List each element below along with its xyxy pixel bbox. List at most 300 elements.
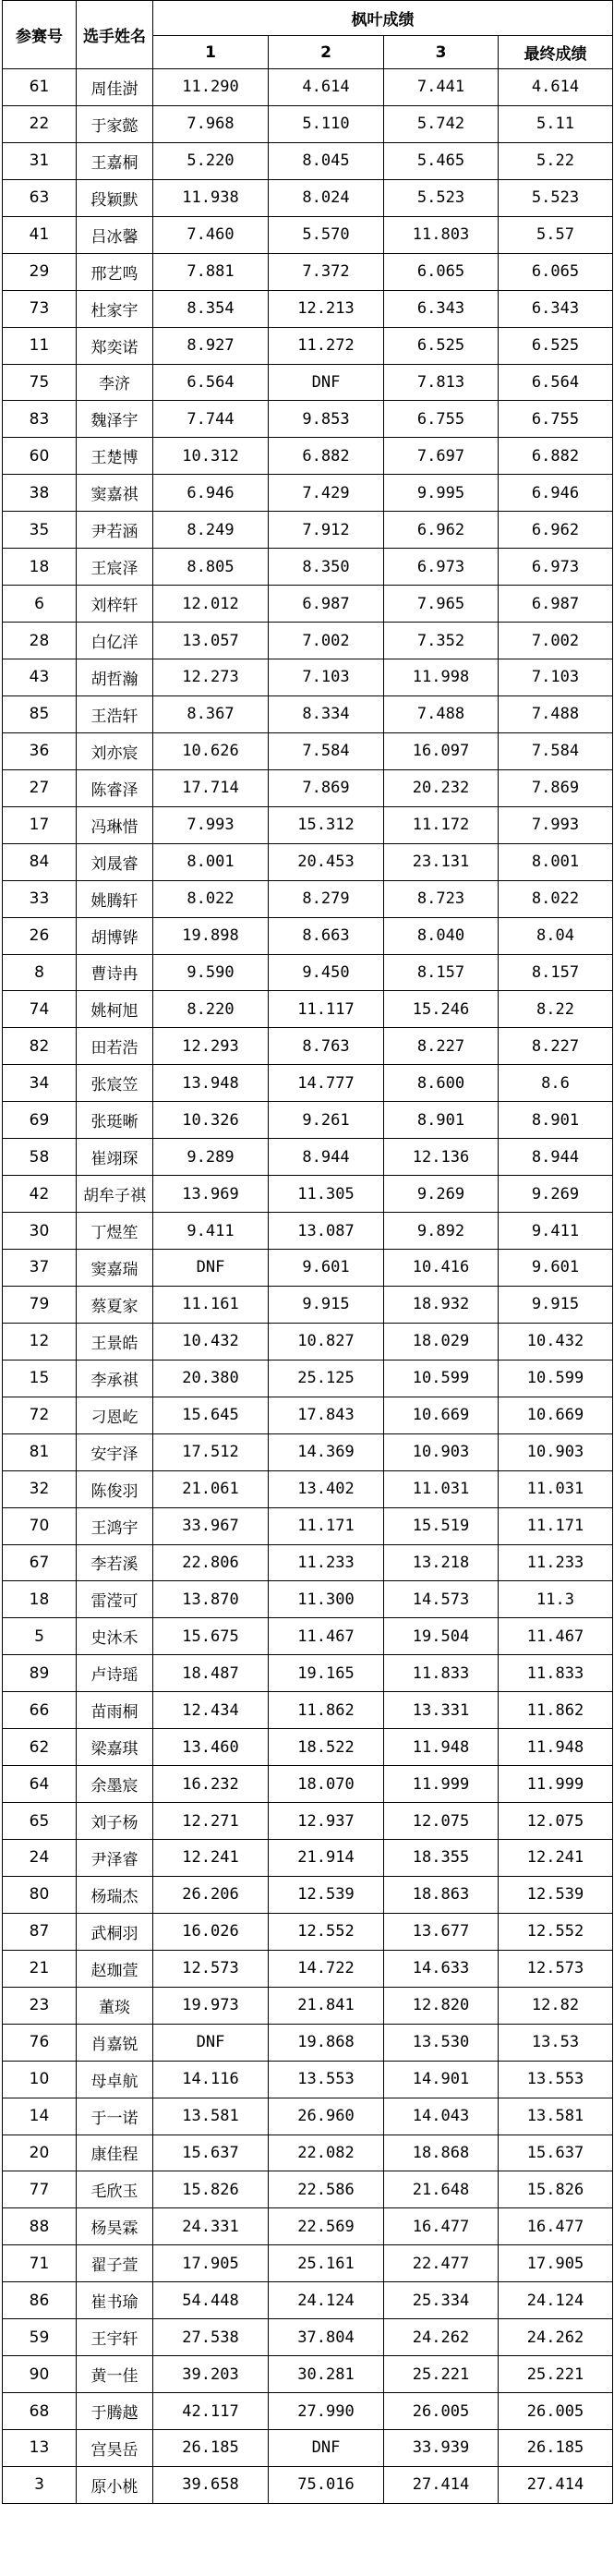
run-3-cell: 8.157 <box>384 954 499 991</box>
name-cell: 丁煜笙 <box>77 1213 153 1250</box>
table-row <box>3 2282 613 2319</box>
run-2-cell: 21.914 <box>269 1840 384 1877</box>
name-cell: 原小桃 <box>77 2466 153 2503</box>
name-cell: 王浩轩 <box>77 695 153 732</box>
name-cell: 尹若涵 <box>77 512 153 549</box>
final-score-cell: 8.6 <box>499 1065 613 1102</box>
run-3-cell: 7.813 <box>384 364 499 401</box>
final-score-cell: 10.903 <box>499 1433 613 1470</box>
final-score-cell: 8.22 <box>499 991 613 1028</box>
run-3-cell: 6.343 <box>384 290 499 327</box>
run-3-cell: 5.742 <box>384 105 499 142</box>
name-cell: 崔书瑜 <box>77 2282 153 2319</box>
run-1-cell: 5.220 <box>153 142 269 179</box>
final-score-cell: 7.869 <box>499 769 613 806</box>
bib-cell: 70 <box>3 1507 77 1544</box>
final-score-cell: 11.948 <box>499 1729 613 1766</box>
bib-cell: 27 <box>3 769 77 806</box>
run-1-cell: 12.241 <box>153 1840 269 1877</box>
name-cell: 曹诗冉 <box>77 954 153 991</box>
run-2-cell: 7.429 <box>269 475 384 512</box>
run-2-cell: 9.853 <box>269 401 384 438</box>
run-3-cell: 18.868 <box>384 2135 499 2171</box>
final-score-cell: 13.53 <box>499 2024 613 2061</box>
table-row <box>3 2024 613 2061</box>
bib-cell: 36 <box>3 732 77 769</box>
bib-cell: 3 <box>3 2466 77 2503</box>
table-row <box>3 1581 613 1618</box>
header-final: 最终成绩 <box>499 36 613 69</box>
run-1-cell: 13.460 <box>153 1729 269 1766</box>
run-2-cell: 17.843 <box>269 1397 384 1433</box>
table-row <box>3 2430 613 2467</box>
run-3-cell: 23.131 <box>384 843 499 880</box>
bib-cell: 35 <box>3 512 77 549</box>
bib-cell: 37 <box>3 1250 77 1287</box>
table-row <box>3 253 613 290</box>
table-row <box>3 1507 613 1544</box>
final-score-cell: 11.171 <box>499 1507 613 1544</box>
name-cell: 田若浩 <box>77 1028 153 1065</box>
run-3-cell: 13.677 <box>384 1913 499 1950</box>
table-row <box>3 1323 613 1360</box>
final-score-cell: 5.523 <box>499 179 613 216</box>
final-score-cell: 6.343 <box>499 290 613 327</box>
run-3-cell: 11.031 <box>384 1470 499 1507</box>
run-1-cell: 15.645 <box>153 1397 269 1433</box>
final-score-cell: 12.82 <box>499 1987 613 2024</box>
name-cell: 邢艺鸣 <box>77 253 153 290</box>
run-2-cell: 18.070 <box>269 1766 384 1803</box>
run-2-cell: 11.467 <box>269 1618 384 1655</box>
table-row <box>3 2171 613 2208</box>
table-row <box>3 1840 613 1877</box>
table-row <box>3 290 613 327</box>
bib-cell: 18 <box>3 1581 77 1618</box>
table-row <box>3 142 613 179</box>
bib-cell: 29 <box>3 253 77 290</box>
bib-cell: 63 <box>3 179 77 216</box>
run-2-cell: 30.281 <box>269 2356 384 2393</box>
bib-cell: 32 <box>3 1470 77 1507</box>
run-2-cell: 19.165 <box>269 1655 384 1692</box>
name-cell: 武桐羽 <box>77 1913 153 1950</box>
run-2-cell: 7.103 <box>269 659 384 696</box>
bib-cell: 18 <box>3 549 77 586</box>
final-score-cell: 8.944 <box>499 1139 613 1176</box>
run-3-cell: 12.075 <box>384 1803 499 1840</box>
name-cell: 王嘉桐 <box>77 142 153 179</box>
run-3-cell: 13.530 <box>384 2024 499 2061</box>
table-row <box>3 2061 613 2098</box>
run-3-cell: 26.005 <box>384 2393 499 2430</box>
final-score-cell: 9.915 <box>499 1286 613 1323</box>
run-1-cell: 20.380 <box>153 1360 269 1397</box>
table-row <box>3 2356 613 2393</box>
bib-cell: 61 <box>3 69 77 106</box>
run-3-cell: 18.355 <box>384 1840 499 1877</box>
run-1-cell: 8.220 <box>153 991 269 1028</box>
run-3-cell: 9.892 <box>384 1213 499 1250</box>
bib-cell: 41 <box>3 216 77 253</box>
run-2-cell: DNF <box>269 2430 384 2467</box>
run-1-cell: 12.573 <box>153 1950 269 1987</box>
bib-cell: 20 <box>3 2135 77 2171</box>
header-run-3: 3 <box>384 36 499 69</box>
run-2-cell: 13.553 <box>269 2061 384 2098</box>
table-row <box>3 1360 613 1397</box>
run-3-cell: 6.962 <box>384 512 499 549</box>
run-1-cell: 12.012 <box>153 586 269 623</box>
name-cell: 王宸泽 <box>77 549 153 586</box>
run-1-cell: 26.185 <box>153 2430 269 2467</box>
run-3-cell: 19.504 <box>384 1618 499 1655</box>
bib-cell: 74 <box>3 991 77 1028</box>
table-body <box>3 69 613 2504</box>
run-2-cell: 12.937 <box>269 1803 384 1840</box>
final-score-cell: 11.862 <box>499 1692 613 1729</box>
run-1-cell: 8.927 <box>153 327 269 364</box>
bib-cell: 31 <box>3 142 77 179</box>
table-row <box>3 843 613 880</box>
final-score-cell: 27.414 <box>499 2466 613 2503</box>
bib-cell: 21 <box>3 1950 77 1987</box>
table-row <box>3 1803 613 1840</box>
final-score-cell: 12.552 <box>499 1913 613 1950</box>
run-2-cell: 14.369 <box>269 1433 384 1470</box>
run-1-cell: 21.061 <box>153 1470 269 1507</box>
name-cell: 郑奕诺 <box>77 327 153 364</box>
bib-cell: 90 <box>3 2356 77 2393</box>
run-2-cell: 8.763 <box>269 1028 384 1065</box>
name-cell: 王景皓 <box>77 1323 153 1360</box>
header-run-1: 1 <box>153 36 269 69</box>
final-score-cell: 7.584 <box>499 732 613 769</box>
bib-cell: 77 <box>3 2171 77 2208</box>
run-1-cell: 42.117 <box>153 2393 269 2430</box>
final-score-cell: 6.987 <box>499 586 613 623</box>
run-1-cell: 11.161 <box>153 1286 269 1323</box>
header-run-2: 2 <box>269 36 384 69</box>
run-1-cell: 8.001 <box>153 843 269 880</box>
table-header <box>3 1 613 69</box>
bib-cell: 86 <box>3 2282 77 2319</box>
bib-cell: 23 <box>3 1987 77 2024</box>
table-row <box>3 1544 613 1581</box>
bib-cell: 17 <box>3 806 77 843</box>
table-row <box>3 1213 613 1250</box>
final-score-cell: 5.11 <box>499 105 613 142</box>
run-3-cell: 11.948 <box>384 1729 499 1766</box>
name-cell: 杨瑞杰 <box>77 1876 153 1913</box>
run-3-cell: 12.820 <box>384 1987 499 2024</box>
bib-cell: 73 <box>3 290 77 327</box>
bib-cell: 28 <box>3 623 77 659</box>
final-score-cell: 4.614 <box>499 69 613 106</box>
run-3-cell: 6.755 <box>384 401 499 438</box>
name-cell: 王宇轩 <box>77 2319 153 2356</box>
bib-cell: 34 <box>3 1065 77 1102</box>
run-1-cell: 19.898 <box>153 917 269 954</box>
run-1-cell: 16.232 <box>153 1766 269 1803</box>
run-3-cell: 6.065 <box>384 253 499 290</box>
final-score-cell: 5.22 <box>499 142 613 179</box>
name-cell: 段颖默 <box>77 179 153 216</box>
final-score-cell: 13.581 <box>499 2098 613 2135</box>
results-table <box>2 0 613 2504</box>
bib-cell: 58 <box>3 1139 77 1176</box>
name-cell: 魏泽宇 <box>77 401 153 438</box>
name-cell: 蔡夏家 <box>77 1286 153 1323</box>
run-2-cell: 22.569 <box>269 2208 384 2245</box>
name-cell: 黄一佳 <box>77 2356 153 2393</box>
run-3-cell: 5.465 <box>384 142 499 179</box>
run-3-cell: 14.573 <box>384 1581 499 1618</box>
run-3-cell: 27.414 <box>384 2466 499 2503</box>
final-score-cell: 11.031 <box>499 1470 613 1507</box>
table-row <box>3 586 613 623</box>
run-3-cell: 6.525 <box>384 327 499 364</box>
name-cell: 胡博铧 <box>77 917 153 954</box>
run-1-cell: DNF <box>153 1250 269 1287</box>
final-score-cell: 8.227 <box>499 1028 613 1065</box>
name-cell: 窦嘉瑞 <box>77 1250 153 1287</box>
table-row <box>3 806 613 843</box>
name-cell: 陈俊羽 <box>77 1470 153 1507</box>
run-3-cell: 16.477 <box>384 2208 499 2245</box>
table-row <box>3 954 613 991</box>
run-1-cell: 7.968 <box>153 105 269 142</box>
run-2-cell: 14.777 <box>269 1065 384 1102</box>
name-cell: 姚腾轩 <box>77 880 153 917</box>
bib-cell: 38 <box>3 475 77 512</box>
table-row <box>3 2098 613 2135</box>
final-score-cell: 26.005 <box>499 2393 613 2430</box>
run-2-cell: DNF <box>269 364 384 401</box>
final-score-cell: 8.04 <box>499 917 613 954</box>
bib-cell: 60 <box>3 438 77 475</box>
run-1-cell: 10.432 <box>153 1323 269 1360</box>
run-3-cell: 7.352 <box>384 623 499 659</box>
run-3-cell: 21.648 <box>384 2171 499 2208</box>
name-cell: 崔翊琛 <box>77 1139 153 1176</box>
name-cell: 赵珈萱 <box>77 1950 153 1987</box>
table-row <box>3 327 613 364</box>
run-3-cell: 18.932 <box>384 1286 499 1323</box>
bib-cell: 43 <box>3 659 77 696</box>
run-2-cell: 8.334 <box>269 695 384 732</box>
name-cell: 余墨宸 <box>77 1766 153 1803</box>
run-3-cell: 9.995 <box>384 475 499 512</box>
name-cell: 刁恩屹 <box>77 1397 153 1433</box>
final-score-cell: 8.901 <box>499 1102 613 1139</box>
run-3-cell: 15.519 <box>384 1507 499 1544</box>
final-score-cell: 12.241 <box>499 1840 613 1877</box>
run-2-cell: 11.171 <box>269 1507 384 1544</box>
table-row <box>3 659 613 696</box>
final-score-cell: 11.999 <box>499 1766 613 1803</box>
run-3-cell: 10.669 <box>384 1397 499 1433</box>
name-cell: 白亿洋 <box>77 623 153 659</box>
run-2-cell: 12.539 <box>269 1876 384 1913</box>
bib-cell: 30 <box>3 1213 77 1250</box>
name-cell: 于腾越 <box>77 2393 153 2430</box>
final-score-cell: 6.525 <box>499 327 613 364</box>
table-row <box>3 105 613 142</box>
run-2-cell: 12.552 <box>269 1913 384 1950</box>
run-2-cell: 8.279 <box>269 880 384 917</box>
name-cell: 雷滢可 <box>77 1581 153 1618</box>
final-score-cell: 11.3 <box>499 1581 613 1618</box>
run-2-cell: 5.110 <box>269 105 384 142</box>
run-2-cell: 14.722 <box>269 1950 384 1987</box>
run-2-cell: 12.213 <box>269 290 384 327</box>
name-cell: 于家懿 <box>77 105 153 142</box>
final-score-cell: 11.233 <box>499 1544 613 1581</box>
run-2-cell: 7.912 <box>269 512 384 549</box>
run-3-cell: 33.939 <box>384 2430 499 2467</box>
run-1-cell: 15.637 <box>153 2135 269 2171</box>
table-row <box>3 179 613 216</box>
header-name: 选手姓名 <box>77 1 153 69</box>
name-cell: 刘晟睿 <box>77 843 153 880</box>
table-row <box>3 695 613 732</box>
name-cell: 安宇泽 <box>77 1433 153 1470</box>
bib-cell: 71 <box>3 2245 77 2282</box>
table-row <box>3 1950 613 1987</box>
bib-cell: 11 <box>3 327 77 364</box>
run-3-cell: 14.633 <box>384 1950 499 1987</box>
run-1-cell: 39.203 <box>153 2356 269 2393</box>
table-row <box>3 769 613 806</box>
final-score-cell: 9.601 <box>499 1250 613 1287</box>
bib-cell: 68 <box>3 2393 77 2430</box>
name-cell: 董琰 <box>77 1987 153 2024</box>
table-row <box>3 1618 613 1655</box>
run-3-cell: 12.136 <box>384 1139 499 1176</box>
bib-cell: 5 <box>3 1618 77 1655</box>
table-row <box>3 2319 613 2356</box>
run-2-cell: 11.862 <box>269 1692 384 1729</box>
name-cell: 刘梓轩 <box>77 586 153 623</box>
run-2-cell: 11.233 <box>269 1544 384 1581</box>
table-row <box>3 438 613 475</box>
bib-cell: 89 <box>3 1655 77 1692</box>
bib-cell: 33 <box>3 880 77 917</box>
run-2-cell: 7.002 <box>269 623 384 659</box>
final-score-cell: 11.467 <box>499 1618 613 1655</box>
run-2-cell: 21.841 <box>269 1987 384 2024</box>
name-cell: 梁嘉琪 <box>77 1729 153 1766</box>
table-row <box>3 1139 613 1176</box>
run-2-cell: 15.312 <box>269 806 384 843</box>
run-2-cell: 13.087 <box>269 1213 384 1250</box>
final-score-cell: 24.124 <box>499 2282 613 2319</box>
final-score-cell: 6.973 <box>499 549 613 586</box>
name-cell: 王鸿宇 <box>77 1507 153 1544</box>
run-3-cell: 11.833 <box>384 1655 499 1692</box>
run-1-cell: 6.946 <box>153 475 269 512</box>
name-cell: 姚柯旭 <box>77 991 153 1028</box>
bib-cell: 80 <box>3 1876 77 1913</box>
name-cell: 刘亦宸 <box>77 732 153 769</box>
run-1-cell: 7.460 <box>153 216 269 253</box>
name-cell: 杜家宇 <box>77 290 153 327</box>
run-1-cell: 8.354 <box>153 290 269 327</box>
run-2-cell: 13.402 <box>269 1470 384 1507</box>
run-3-cell: 14.043 <box>384 2098 499 2135</box>
final-score-cell: 6.564 <box>499 364 613 401</box>
table-row <box>3 1176 613 1213</box>
run-1-cell: 12.434 <box>153 1692 269 1729</box>
final-score-cell: 12.573 <box>499 1950 613 1987</box>
name-cell: 张珽晰 <box>77 1102 153 1139</box>
final-score-cell: 12.075 <box>499 1803 613 1840</box>
run-2-cell: 26.960 <box>269 2098 384 2135</box>
final-score-cell: 15.637 <box>499 2135 613 2171</box>
run-2-cell: 25.161 <box>269 2245 384 2282</box>
table-row <box>3 1692 613 1729</box>
name-cell: 杨昊霖 <box>77 2208 153 2245</box>
final-score-cell: 11.833 <box>499 1655 613 1692</box>
run-3-cell: 14.901 <box>384 2061 499 2098</box>
table-row <box>3 1028 613 1065</box>
table-row <box>3 1876 613 1913</box>
run-1-cell: 7.744 <box>153 401 269 438</box>
final-score-cell: 24.262 <box>499 2319 613 2356</box>
final-score-cell: 10.599 <box>499 1360 613 1397</box>
run-3-cell: 7.488 <box>384 695 499 732</box>
bib-cell: 75 <box>3 364 77 401</box>
table-row <box>3 364 613 401</box>
run-1-cell: 12.271 <box>153 1803 269 1840</box>
run-2-cell: 5.570 <box>269 216 384 253</box>
bib-cell: 6 <box>3 586 77 623</box>
name-cell: 李若溪 <box>77 1544 153 1581</box>
run-1-cell: 39.658 <box>153 2466 269 2503</box>
bib-cell: 87 <box>3 1913 77 1950</box>
table-row <box>3 623 613 659</box>
run-1-cell: DNF <box>153 2024 269 2061</box>
final-score-cell: 13.553 <box>499 2061 613 2098</box>
table-row <box>3 1250 613 1287</box>
run-2-cell: 8.045 <box>269 142 384 179</box>
run-3-cell: 9.269 <box>384 1176 499 1213</box>
bib-cell: 67 <box>3 1544 77 1581</box>
run-3-cell: 7.965 <box>384 586 499 623</box>
final-score-cell: 6.882 <box>499 438 613 475</box>
run-2-cell: 8.024 <box>269 179 384 216</box>
run-1-cell: 13.969 <box>153 1176 269 1213</box>
run-3-cell: 10.416 <box>384 1250 499 1287</box>
run-1-cell: 54.448 <box>153 2282 269 2319</box>
final-score-cell: 6.946 <box>499 475 613 512</box>
table-row <box>3 2466 613 2503</box>
run-2-cell: 11.305 <box>269 1176 384 1213</box>
bib-cell: 14 <box>3 2098 77 2135</box>
run-1-cell: 15.675 <box>153 1618 269 1655</box>
bib-cell: 13 <box>3 2430 77 2467</box>
run-1-cell: 13.057 <box>153 623 269 659</box>
bib-cell: 85 <box>3 695 77 732</box>
table-row <box>3 2135 613 2171</box>
run-3-cell: 15.246 <box>384 991 499 1028</box>
bib-cell: 24 <box>3 1840 77 1877</box>
table-row <box>3 1729 613 1766</box>
table-row <box>3 1433 613 1470</box>
run-3-cell: 20.232 <box>384 769 499 806</box>
run-1-cell: 9.289 <box>153 1139 269 1176</box>
